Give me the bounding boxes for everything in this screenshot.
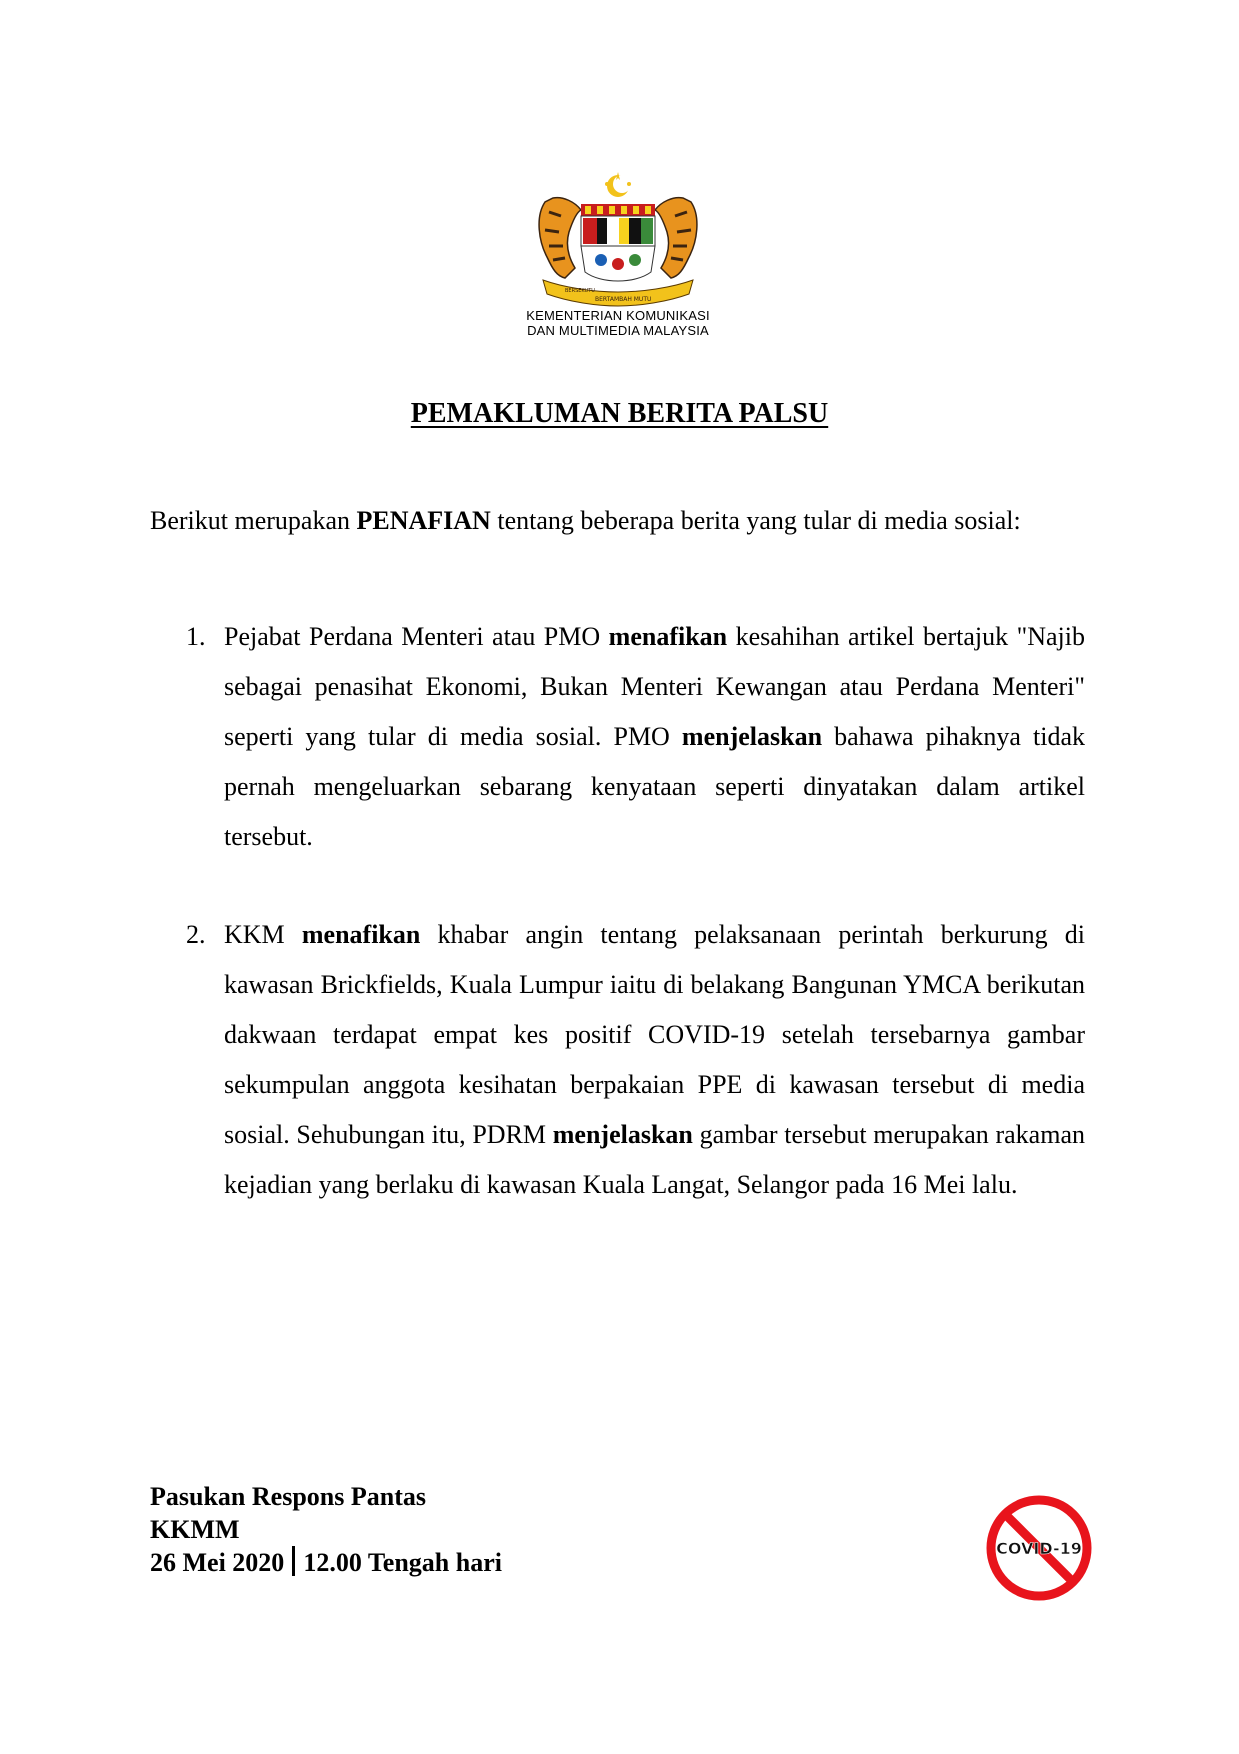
list-item <box>150 612 1085 862</box>
intro-paragraph <box>150 496 1085 546</box>
footer-datetime <box>150 1546 502 1579</box>
list-item <box>150 910 1085 1210</box>
footer-separator <box>292 1546 295 1576</box>
list-item-bold: menjelaskan <box>552 1120 693 1149</box>
list-item-text-part: gambar tersebut merupakan rakaman kejadian yang berlaku di kawasan Kuala Langat, Selangor pada 16 Mei lalu. <box>224 1120 1085 1199</box>
list-item-text-part: khabar angin tentang pelaksanaan perintah berkurung di kawasan Brickfields, Kuala Lumpur iaitu di belakang Bangunan YMCA berikutan dakwaan terdapat empat kes positif COVID-19 setelah tersebarnya gambar sekumpulan anggota kesihatan berpakaian PPE di kawasan tersebut di media sosial. Sehubungan itu, PDRM <box>224 920 1086 1149</box>
list-item-bold: menafikan <box>301 920 421 949</box>
list-item-bold: menafikan <box>608 622 728 651</box>
footer-time: 12.00 Tengah hari <box>303 1548 502 1577</box>
list-item-number: 1. <box>186 622 206 651</box>
coat-of-arms-logo <box>535 172 701 308</box>
ministry-name <box>480 308 756 338</box>
crest-scroll-left: BERSEKUTU <box>565 288 595 294</box>
footer-team: Pasukan Respons Pantas <box>150 1482 426 1511</box>
list-item-text-part: bahawa pihaknya tidak pernah mengeluarkan sebarang kenyataan seperti dinyatakan dalam artikel tersebut. <box>224 722 1085 851</box>
intro-text-before: Berikut merupakan <box>150 506 357 535</box>
intro-text-after: tentang beberapa berita yang tular di media sosial: <box>490 506 1021 535</box>
ministry-line-1: KEMENTERIAN KOMUNIKASI <box>526 308 710 323</box>
intro-bold: PENAFIAN <box>356 506 491 535</box>
list-item-text-part: kesahihan artikel bertajuk "Najib sebagai penasihat Ekonomi, Bukan Menteri Kewangan atau Perdana Menteri" seperti yang tular di media sosial. PMO <box>224 622 1085 751</box>
footer-signature <box>150 1480 502 1579</box>
badge-text: COVID-19 <box>996 1539 1082 1558</box>
ministry-line-2: DAN MULTIMEDIA MALAYSIA <box>527 323 709 338</box>
list-item-number: 2. <box>186 920 206 949</box>
crest-scroll-center: BERTAMBAH MUTU <box>595 296 652 303</box>
list-item-text <box>224 612 1085 862</box>
list-item-bold: menjelaskan <box>681 722 823 751</box>
footer-date: 26 Mei 2020 <box>150 1548 285 1577</box>
list-item-text <box>224 910 1085 1210</box>
footer-org: KKMM <box>150 1515 240 1544</box>
list-item-text-part: KKM <box>224 920 302 949</box>
no-covid-icon <box>985 1494 1093 1602</box>
page-title: PEMAKLUMAN BERITA PALSU <box>410 398 829 429</box>
list-item-text-part: Pejabat Perdana Menteri atau PMO <box>224 622 609 651</box>
